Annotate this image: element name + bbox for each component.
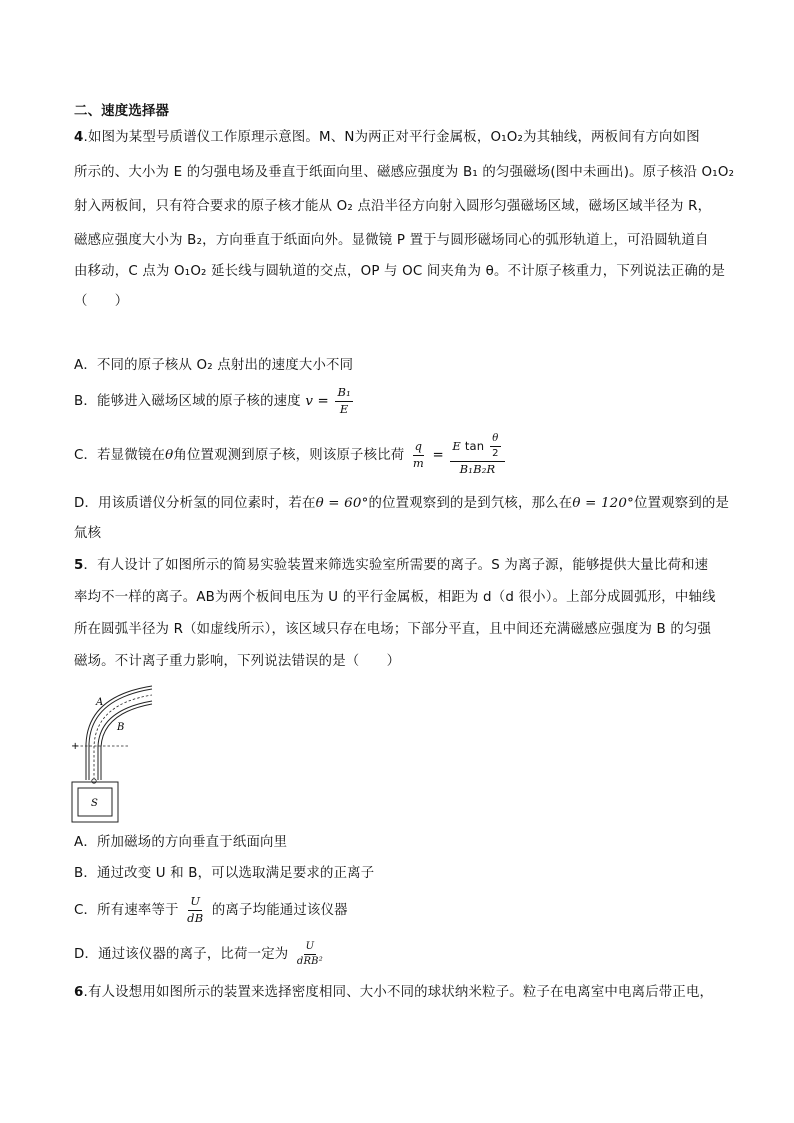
q4-stem-line-1: 4.如图为某型号质谱仪工作原理示意图。M、N为两正对平行金属板，O₁O₂为其轴线，两板间有方向如图 [74, 130, 700, 145]
q4-option-c: C．若显微镜在θ角位置观测到原子核，则该原子核比荷 $\frac{q}{m}$ = E tan $\frac{\theta}{2}$ B₁B₂R [74, 434, 507, 478]
q4-stem-line-6: （ ） [74, 294, 129, 309]
q6-number: 6 [74, 985, 84, 1000]
section-title: 二、速度选择器 [74, 104, 170, 119]
q5-apparatus-diagram [66, 684, 158, 826]
q4-stem-line-2: 所示的、大小为 E 的匀强电场及垂直于纸面向里、磁感应强度为 B₁ 的匀强磁场(图中未画出)。原子核沿 O₁O₂ [74, 165, 735, 180]
q4-stem-line-4: 磁感应强度大小为 B₂，方向垂直于纸面向外。显微镜 P 置于与圆形磁场同心的弧形轨道上，可沿圆轨道自 [74, 233, 709, 248]
q5-option-d: D．通过该仪器的离子，比荷一定为 $\frac{U}{\text{dRB²}}$ [74, 940, 323, 967]
q5-option-c: C．所有速率等于 $\frac{U}{dB}$ 的离子均能通过该仪器 [74, 894, 348, 925]
q4-option-b: B．能够进入磁场区域的原子核的速度 v = $\frac{\text{B₁}}{E}$ [74, 385, 351, 416]
q4-c-lhs-fraction: $\frac{q}{m}$ [412, 439, 424, 470]
q4-stem-line-3: 射入两板间，只有符合要求的原子核才能从 O₂ 点沿半径方向射入圆形匀强磁场区域，磁场区域半径为 R， [74, 199, 712, 214]
q5-c-fraction: $\frac{U}{dB}$ [187, 894, 204, 925]
source-outlet [92, 779, 96, 783]
q5-apparatus-svg [66, 684, 158, 826]
q4-stem-line-5: 由移动，C 点为 O₁O₂ 延长线与圆轨道的交点，OP 与 OC 间夹角为 θ。不计原子核重力，下列说法正确的是 [74, 264, 726, 279]
q4-option-a: A．不同的原子核从 O₂ 点射出的速度大小不同 [74, 358, 354, 373]
q5-d-fraction: $\frac{U}{\text{dRB²}}$ [296, 940, 323, 967]
q5-number: 5 [74, 558, 84, 573]
q5-option-a: A．所加磁场的方向垂直于纸面向里 [74, 835, 288, 850]
label-s: S [91, 798, 98, 809]
q6-stem-line-1: 6.有人设想用如图所示的装置来选择密度相同、大小不同的球状纳米粒子。粒子在电离室中电离后带正电， [74, 985, 714, 1000]
plate-b-inner [101, 704, 152, 780]
q4-c-rhs-fraction: E tan $\frac{\theta}{2}$ B₁B₂R [450, 434, 504, 476]
q5-stem-line-3: 所在圆弧半径为 R（如虚线所示），该区域只存在电场；下部分平直，且中间还充满磁感应强度为 B 的匀强 [74, 622, 712, 637]
q4-option-d-line-1: D．用该质谱仪分析氢的同位素时，若在θ = 60°的位置观察到的是到氕核，那么在θ = 120°位置观察到的是 [74, 496, 730, 511]
q5-option-b: B．通过改变 U 和 B，可以选取满足要求的正离子 [74, 866, 375, 881]
q5-stem-line-4: 磁场。不计离子重力影响，下列说法错误的是（ ） [74, 654, 401, 669]
plus-label: + [71, 741, 80, 752]
label-b: B [117, 722, 125, 733]
q4-option-d-line-2: 氚核 [74, 526, 102, 541]
q5-stem-line-1: 5．有人设计了如图所示的简易实验装置来筛选实验室所需要的离子。S 为离子源，能够提供大量比荷和速 [74, 558, 709, 573]
q4-number: 4 [74, 130, 84, 145]
q5-stem-line-2: 率均不一样的离子。AB为两个板间电压为 U 的平行金属板，相距为 d（d 很小）。上部分成圆弧形，中轴线 [74, 590, 716, 605]
label-a: A [96, 697, 104, 708]
q4-b-fraction: $\frac{\text{B₁}}{E}$ [337, 385, 351, 416]
